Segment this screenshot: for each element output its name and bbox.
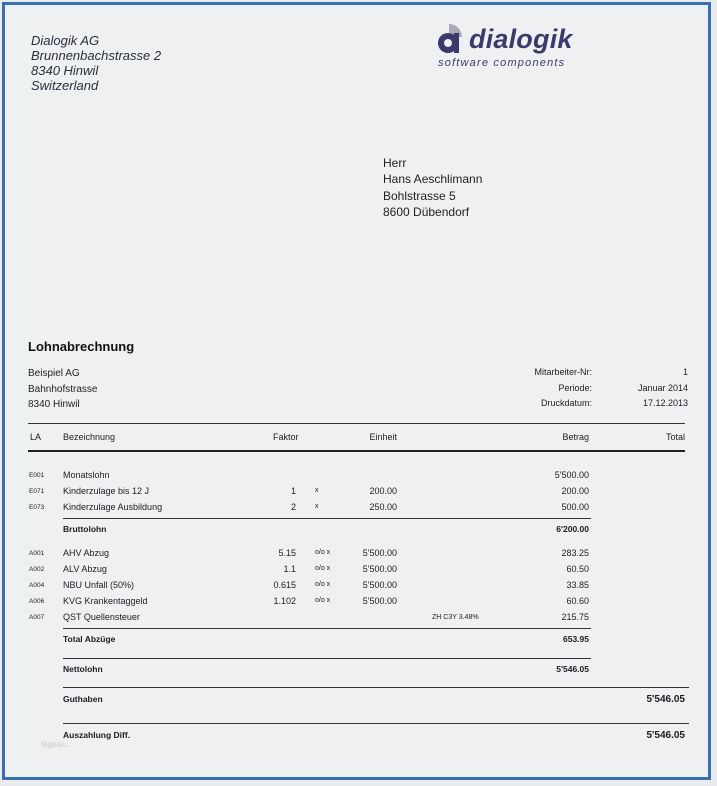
row-betrag: 200.00 [561, 486, 589, 496]
table-row [28, 484, 685, 500]
row-unit: o/o x [315, 549, 331, 556]
row-bezeichnung: Monatslohn [63, 470, 110, 480]
brutto-label: Bruttolohn [63, 524, 107, 534]
recipient-address [383, 155, 482, 220]
document-title: Lohnabrechnung [28, 339, 135, 354]
row-faktor: 2 [290, 502, 296, 512]
row-unit: o/o x [315, 597, 331, 604]
total-abzuege-betrag: 653.95 [563, 634, 589, 644]
logo-wordmark: dialogik [469, 24, 573, 54]
meta-row [483, 367, 688, 383]
row-faktor: 1.102 [273, 596, 296, 606]
row-betrag: 60.60 [566, 596, 589, 606]
row-bezeichnung: Kinderzulage Ausbildung [63, 502, 163, 512]
row-unit: x [315, 503, 319, 510]
meta-row [483, 398, 688, 414]
dialogik-logo [437, 21, 587, 75]
netto-row [28, 662, 685, 678]
watermark: fegeas.. [41, 740, 70, 749]
table-row [28, 500, 685, 516]
divider [63, 658, 591, 659]
row-bezeichnung: ALV Abzug [63, 564, 107, 574]
row-faktor: 1.1 [283, 564, 296, 574]
row-unit: o/o x [315, 565, 331, 572]
row-betrag: 33.85 [566, 580, 589, 590]
netto-label: Nettolohn [63, 664, 103, 674]
netto-betrag: 5'546.05 [556, 664, 589, 674]
row-unit: o/o x [315, 581, 331, 588]
row-unit: x [315, 487, 319, 494]
guthaben-label: Guthaben [63, 694, 103, 704]
sender-line: Dialogik AG [31, 33, 100, 48]
brutto-betrag: 6'200.00 [556, 524, 589, 534]
header-total: Total [665, 432, 685, 442]
sender-line: 8340 Hinwil [31, 63, 99, 78]
table-row [28, 594, 685, 610]
table-row [28, 468, 685, 484]
table-header [28, 423, 685, 452]
meta-label: Mitarbeiter-Nr: [534, 367, 592, 377]
row-betrag: 283.25 [561, 548, 589, 558]
meta-label: Periode: [558, 382, 592, 393]
meta-value: Januar 2014 [637, 382, 688, 393]
header-faktor: Faktor [273, 432, 299, 442]
meta-value: 1 [682, 367, 688, 377]
row-la: E073 [29, 504, 45, 511]
table-row [28, 562, 685, 578]
employee-meta [483, 367, 688, 414]
company-address [28, 366, 98, 413]
row-note: ZH C3Y 3.48% [432, 614, 479, 621]
total-abzuege-row [28, 632, 685, 648]
row-la: A001 [29, 550, 45, 557]
divider [63, 687, 689, 688]
row-einheit: 5'500.00 [362, 548, 397, 558]
header-einheit: Einheit [369, 432, 397, 442]
divider [63, 518, 591, 519]
guthaben-row [28, 692, 685, 708]
auszahlung-row [28, 728, 685, 744]
auszahlung-label: Auszahlung Diff. [63, 730, 131, 740]
recipient-name: Hans Aeschlimann [383, 172, 483, 187]
row-einheit: 5'500.00 [362, 596, 397, 606]
sender-address [31, 33, 161, 93]
table-row [28, 578, 685, 594]
brutto-row [28, 522, 685, 538]
guthaben-total: 5'546.05 [646, 694, 685, 705]
row-bezeichnung: QST Quellensteuer [63, 612, 140, 622]
meta-label: Druckdatum: [540, 398, 592, 408]
row-betrag: 215.75 [561, 612, 589, 622]
row-la: A007 [29, 614, 45, 621]
row-einheit: 250.00 [369, 502, 397, 512]
header-betrag: Betrag [562, 432, 589, 442]
total-abzuege-label: Total Abzüge [63, 634, 116, 644]
sender-line: Switzerland [31, 78, 99, 93]
recipient-street: Bohlstrasse 5 [383, 188, 456, 203]
row-bezeichnung: Kinderzulage bis 12 J [63, 486, 150, 496]
divider [63, 628, 591, 629]
sender-line: Brunnenbachstrasse 2 [31, 48, 162, 63]
header-la: LA [30, 432, 42, 442]
row-faktor: 1 [290, 486, 296, 496]
row-bezeichnung: NBU Unfall (50%) [63, 580, 135, 590]
company-city: 8340 Hinwil [28, 399, 80, 410]
table-row [28, 546, 685, 562]
row-bezeichnung: AHV Abzug [63, 548, 110, 558]
recipient-salutation: Herr [383, 156, 407, 170]
table-row [28, 610, 685, 626]
recipient-city: 8600 Dübendorf [383, 204, 470, 219]
auszahlung-total: 5'546.05 [646, 730, 685, 741]
row-la: A004 [29, 582, 45, 589]
company-street: Bahnhofstrasse [28, 383, 98, 395]
row-einheit: 200.00 [369, 486, 397, 496]
meta-row [483, 383, 688, 399]
row-einheit: 5'500.00 [362, 580, 397, 590]
row-einheit: 5'500.00 [362, 564, 397, 574]
logo-tagline: software components [438, 57, 566, 69]
row-bezeichnung: KVG Krankentaggeld [63, 596, 148, 606]
header-bezeichnung: Bezeichnung [63, 432, 116, 442]
row-faktor: 5.15 [278, 548, 296, 558]
divider [63, 723, 689, 724]
row-faktor: 0.615 [273, 580, 296, 590]
payslip-page [2, 2, 711, 780]
row-betrag: 60.50 [566, 564, 589, 574]
company-name: Beispiel AG [28, 368, 80, 379]
row-la: A006 [29, 598, 45, 605]
row-la: A002 [29, 566, 45, 573]
meta-value: 17.12.2013 [642, 398, 688, 408]
row-la: E001 [29, 472, 45, 479]
row-betrag: 5'500.00 [554, 470, 589, 480]
row-la: E071 [29, 488, 45, 495]
logo-mark-icon [437, 23, 471, 55]
row-betrag: 500.00 [561, 502, 589, 512]
